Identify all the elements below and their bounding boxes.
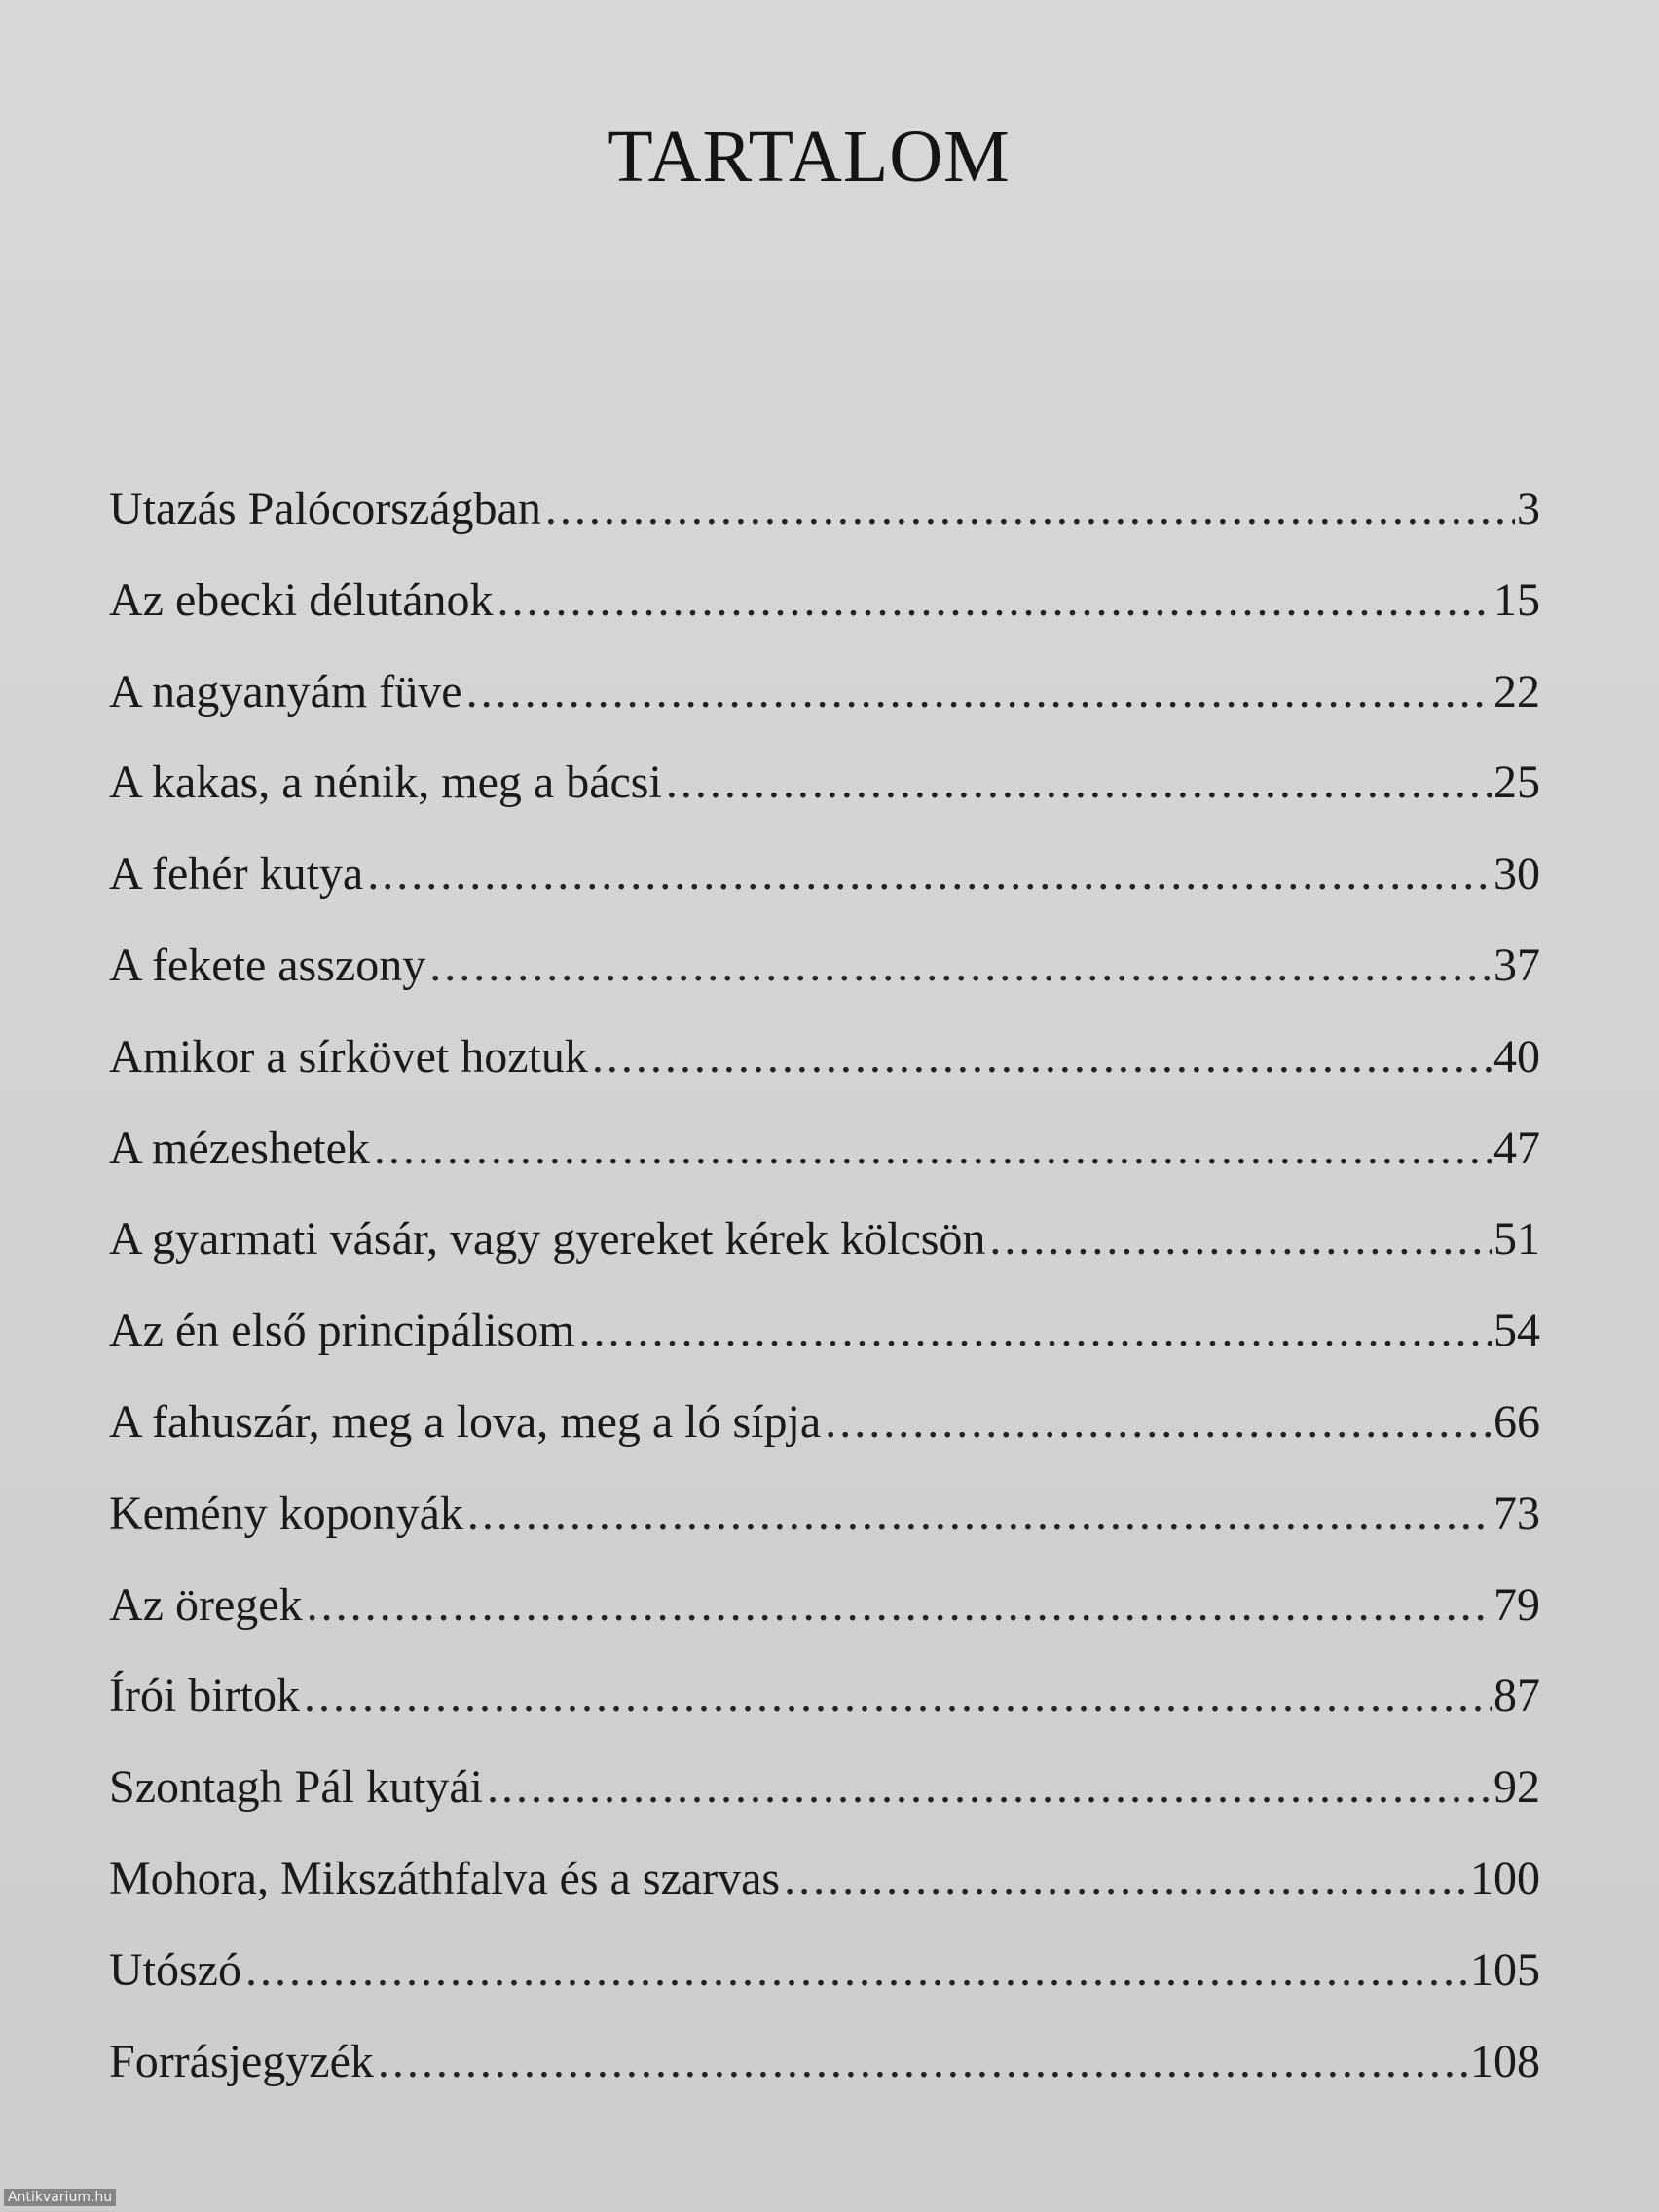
dot-leader xyxy=(592,1012,1492,1103)
toc-entry xyxy=(109,1742,1540,1833)
dot-leader xyxy=(545,463,1515,555)
dot-leader xyxy=(245,1925,1468,2016)
toc-entry xyxy=(109,1103,1540,1195)
dot-leader xyxy=(666,737,1492,829)
toc-entry-page: 54 xyxy=(1493,1305,1540,1357)
toc-entry-title: A fahuszár, meg a lova, meg a ló sípja xyxy=(109,1395,822,1448)
toc-entry xyxy=(109,1925,1540,2016)
toc-entry xyxy=(109,829,1540,920)
toc-entry-page: 51 xyxy=(1493,1213,1540,1266)
toc-entry-page: 87 xyxy=(1493,1670,1540,1722)
toc-entry-page: 92 xyxy=(1493,1761,1540,1814)
dot-leader xyxy=(374,1103,1492,1195)
watermark: Antikvarium.hu xyxy=(4,2189,116,2206)
toc-entry xyxy=(109,2016,1540,2108)
page-title: TARTALOM xyxy=(608,116,1011,198)
toc-entry-title: Utazás Palócországban xyxy=(109,483,541,535)
dot-leader xyxy=(825,1377,1492,1468)
dot-leader xyxy=(467,1468,1492,1560)
toc-entry-title: A fehér kutya xyxy=(109,848,364,901)
toc-entry-title: A gyarmati vásár, vagy gyereket kérek kölcsön xyxy=(109,1213,986,1266)
toc-entry-title: A nagyanyám füve xyxy=(109,665,462,718)
toc-entry xyxy=(109,555,1540,646)
toc-entry xyxy=(109,920,1540,1012)
toc-entry-page: 79 xyxy=(1493,1578,1540,1631)
toc-entry-page: 66 xyxy=(1493,1395,1540,1448)
toc-entry-title: Kemény koponyák xyxy=(109,1487,463,1539)
toc-entry-page: 25 xyxy=(1493,756,1540,809)
dot-leader xyxy=(466,646,1492,738)
toc-entry-title: Szontagh Pál kutyái xyxy=(109,1761,483,1814)
dot-leader xyxy=(784,1833,1468,1925)
toc-entry-title: Amikor a sírkövet hoztuk xyxy=(109,1030,588,1083)
toc-entry-title: Az én első principálisom xyxy=(109,1305,575,1357)
toc-entry xyxy=(109,1650,1540,1742)
toc-entry xyxy=(109,1012,1540,1103)
table-of-contents xyxy=(109,463,1540,2107)
toc-entry xyxy=(109,463,1540,555)
toc-entry xyxy=(109,1468,1540,1560)
toc-entry-page: 22 xyxy=(1493,665,1540,718)
dot-leader xyxy=(989,1194,1492,1285)
dot-leader xyxy=(367,829,1492,920)
toc-entry-page: 73 xyxy=(1493,1487,1540,1539)
toc-entry-page: 100 xyxy=(1470,1852,1540,1904)
toc-entry-page: 105 xyxy=(1470,1943,1540,1996)
dot-leader xyxy=(429,920,1492,1012)
toc-entry xyxy=(109,1560,1540,1651)
toc-entry-page: 108 xyxy=(1470,2035,1540,2087)
toc-entry xyxy=(109,737,1540,829)
toc-entry-page: 30 xyxy=(1493,848,1540,901)
toc-entry-page: 47 xyxy=(1493,1122,1540,1174)
toc-entry xyxy=(109,646,1540,738)
toc-entry-title: Mohora, Mikszáthfalva és a szarvas xyxy=(109,1852,781,1904)
toc-entry xyxy=(109,1285,1540,1377)
toc-entry-title: Írói birtok xyxy=(109,1670,300,1722)
toc-entry-title: Az ebecki délutánok xyxy=(109,573,494,626)
dot-leader xyxy=(498,555,1493,646)
dot-leader xyxy=(579,1285,1492,1377)
toc-entry-title: Forrásjegyzék xyxy=(109,2035,374,2087)
toc-entry-title: A mézeshetek xyxy=(109,1122,370,1174)
toc-entry-title: Az öregek xyxy=(109,1578,303,1631)
toc-entry-page: 40 xyxy=(1493,1030,1540,1083)
dot-leader xyxy=(307,1560,1492,1651)
dot-leader xyxy=(304,1650,1492,1742)
toc-entry-page: 15 xyxy=(1493,573,1540,626)
toc-entry-title: A fekete asszony xyxy=(109,939,426,991)
dot-leader xyxy=(487,1742,1492,1833)
toc-entry xyxy=(109,1833,1540,1925)
toc-entry xyxy=(109,1377,1540,1468)
toc-entry-page: 37 xyxy=(1493,939,1540,991)
dot-leader xyxy=(378,2016,1468,2108)
toc-entry-title: A kakas, a nénik, meg a bácsi xyxy=(109,756,662,809)
toc-entry-page: 3 xyxy=(1517,483,1540,535)
toc-entry xyxy=(109,1194,1540,1285)
toc-entry-title: Utószó xyxy=(109,1943,241,1996)
